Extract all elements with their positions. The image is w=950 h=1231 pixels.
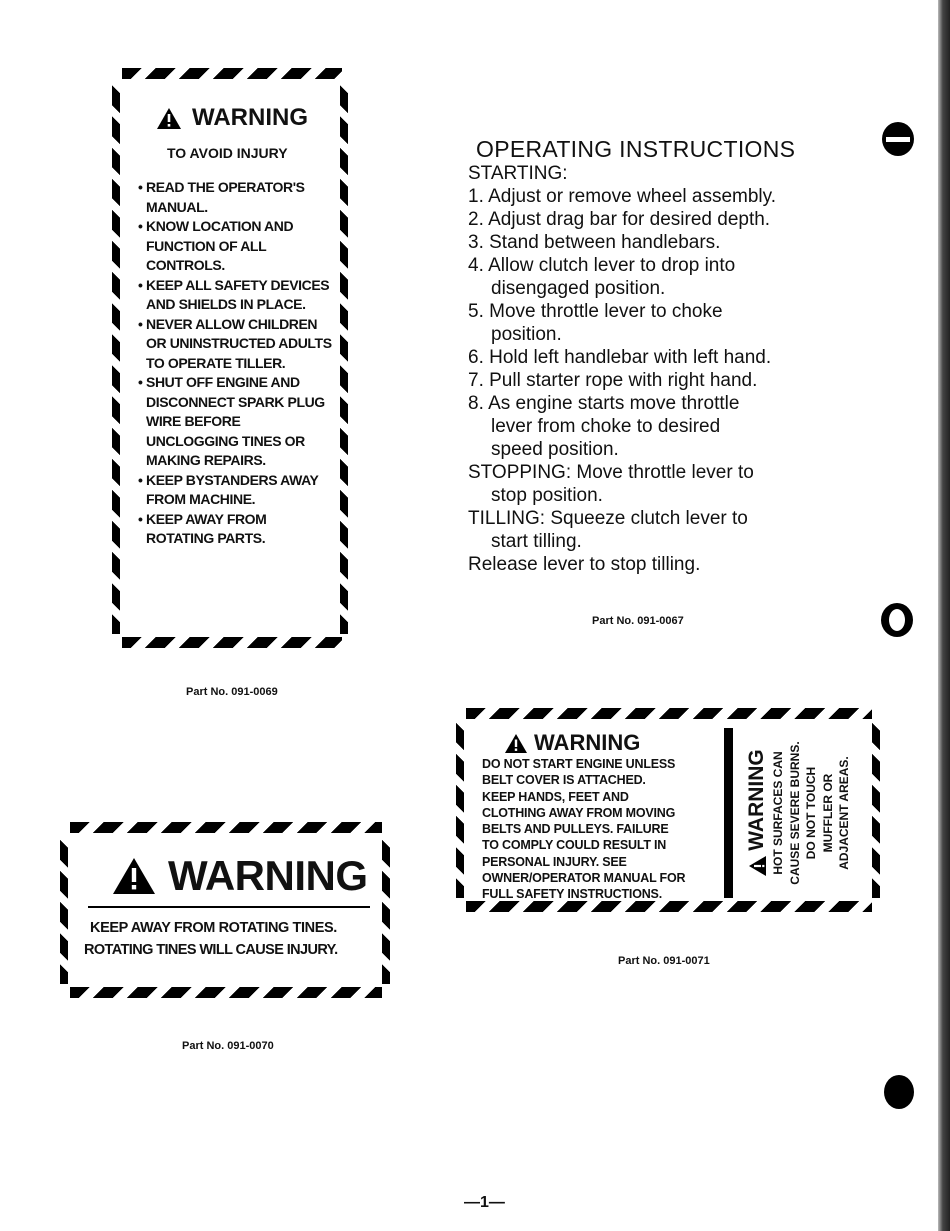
tilling-line-2: start tilling.: [491, 531, 582, 552]
step-4: 4. Allow clutch lever to drop into: [468, 255, 736, 276]
warning-title-text: WARNING: [192, 104, 308, 131]
starting-heading: STARTING:: [468, 163, 568, 184]
tilling-line-1: TILLING: Squeeze clutch lever to: [468, 508, 748, 529]
label-border-left: [456, 722, 464, 898]
side-warning-line: CAUSE SEVERE BURNS.: [787, 741, 802, 885]
part-number-0067: Part No. 091-0067: [592, 615, 684, 627]
step-7: 7. Pull starter rope with right hand.: [468, 370, 758, 391]
scan-edge: [938, 0, 950, 1231]
list-item: • KNOW LOCATION AND FUNCTION OF ALL CONTROLS.: [138, 218, 294, 273]
punch-hole-icon: [884, 1075, 914, 1109]
side-warning-line: HOT SURFACES CAN: [771, 751, 785, 875]
page-number: —1—: [464, 1194, 505, 1211]
label-border-right: [872, 722, 880, 898]
step-8-cont-1: lever from choke to desired: [491, 416, 721, 437]
warning-title: [112, 852, 368, 900]
warning-triangle-icon: [504, 733, 528, 754]
step-4-cont: disengaged position.: [491, 278, 666, 299]
label-border-top: [70, 822, 382, 833]
part-number-0071: Part No. 091-0071: [618, 955, 710, 967]
warning-label-0071: [456, 708, 880, 912]
operating-title: OPERATING INSTRUCTIONS: [476, 136, 796, 162]
list-item: • READ THE OPERATOR'S MANUAL.: [138, 179, 305, 215]
warning-text: [482, 756, 685, 903]
part-number-0069: Part No. 091-0069: [186, 686, 278, 698]
warning-line: BELTS AND PULLEYS. FAILURE: [482, 822, 669, 837]
warning-line: TO COMPLY COULD RESULT IN: [482, 838, 667, 853]
warning-title: [504, 730, 640, 756]
label-border-top: [122, 68, 342, 79]
side-warning-line: DO NOT TOUCH: [804, 766, 818, 860]
warning-title-text: WARNING: [168, 852, 368, 899]
release-line: Release lever to stop tilling.: [468, 554, 701, 575]
side-warning-line: ADJACENT AREAS.: [837, 756, 851, 870]
label-border-bottom: [122, 637, 342, 648]
warning-line: CLOTHING AWAY FROM MOVING: [482, 805, 676, 820]
step-3: 3. Stand between handlebars.: [468, 232, 721, 253]
step-2: 2. Adjust drag bar for desired depth.: [468, 209, 771, 230]
label-border-right: [340, 82, 348, 634]
step-5: 5. Move throttle lever to choke: [468, 301, 723, 322]
warning-line-1: KEEP AWAY FROM ROTATING TINES.: [90, 920, 337, 936]
punch-hole-icon: [881, 603, 913, 637]
list-item: • KEEP AWAY FROM ROTATING PARTS.: [138, 510, 267, 546]
list-item: • KEEP ALL SAFETY DEVICES AND SHIELDS IN PLACE.: [138, 276, 330, 312]
label-border-right: [382, 836, 390, 984]
punch-hole-icon: [882, 122, 914, 156]
warning-line: FULL SAFETY INSTRUCTIONS.: [482, 887, 662, 902]
warning-title-text: WARNING: [534, 730, 641, 755]
part-number-0070: Part No. 091-0070: [182, 1040, 274, 1052]
warning-list: [138, 178, 334, 549]
warning-triangle-icon: [156, 107, 182, 130]
warning-triangle-icon: [112, 857, 156, 895]
side-warning-title-text: WARNING: [745, 749, 768, 851]
warning-title: [156, 104, 308, 132]
warning-label-0069: [112, 68, 348, 648]
warning-line-2: ROTATING TINES WILL CAUSE INJURY.: [84, 942, 338, 958]
warning-line: BELT COVER IS ATTACHED.: [482, 773, 646, 788]
label-border-left: [60, 836, 68, 984]
list-item: • SHUT OFF ENGINE AND DISCONNECT SPARK PLUG WIRE BEFORE UNCLOGGING TINES OR MAKING REPAIRS.: [138, 374, 325, 468]
warning-triangle-icon: [748, 855, 767, 877]
warning-line: DO NOT START ENGINE UNLESS: [482, 757, 676, 771]
hot-surface-warning: [742, 726, 858, 900]
side-warning-title: [744, 728, 770, 898]
list-item: • KEEP BYSTANDERS AWAY FROM MACHINE.: [138, 471, 319, 507]
warning-label-0070: [60, 822, 390, 998]
stopping-line-2: stop position.: [491, 485, 603, 506]
section-divider: [724, 728, 733, 898]
warning-line: OWNER/OPERATOR MANUAL FOR: [482, 871, 686, 886]
label-border-top: [466, 708, 872, 719]
step-8: 8. As engine starts move throttle: [468, 393, 740, 414]
step-1: 1. Adjust or remove wheel assembly.: [468, 186, 777, 207]
operating-instructions: [468, 138, 868, 576]
warning-line: PERSONAL INJURY. SEE: [482, 854, 627, 869]
stopping-line-1: STOPPING: Move throttle lever to: [468, 462, 754, 483]
step-6: 6. Hold left handlebar with left hand.: [468, 347, 772, 368]
warning-line: KEEP HANDS, FEET AND: [482, 789, 629, 804]
title-divider: [88, 906, 370, 908]
list-item: • NEVER ALLOW CHILDREN OR UNINSTRUCTED ADULTS TO OPERATE TILLER.: [138, 315, 332, 371]
step-5-cont: position.: [491, 324, 562, 345]
side-warning-line: MUFFLER OR: [820, 773, 835, 853]
warning-subtitle: TO AVOID INJURY: [167, 145, 288, 161]
label-border-left: [112, 82, 120, 634]
label-border-bottom: [70, 987, 382, 998]
step-8-cont-2: speed position.: [491, 439, 619, 460]
